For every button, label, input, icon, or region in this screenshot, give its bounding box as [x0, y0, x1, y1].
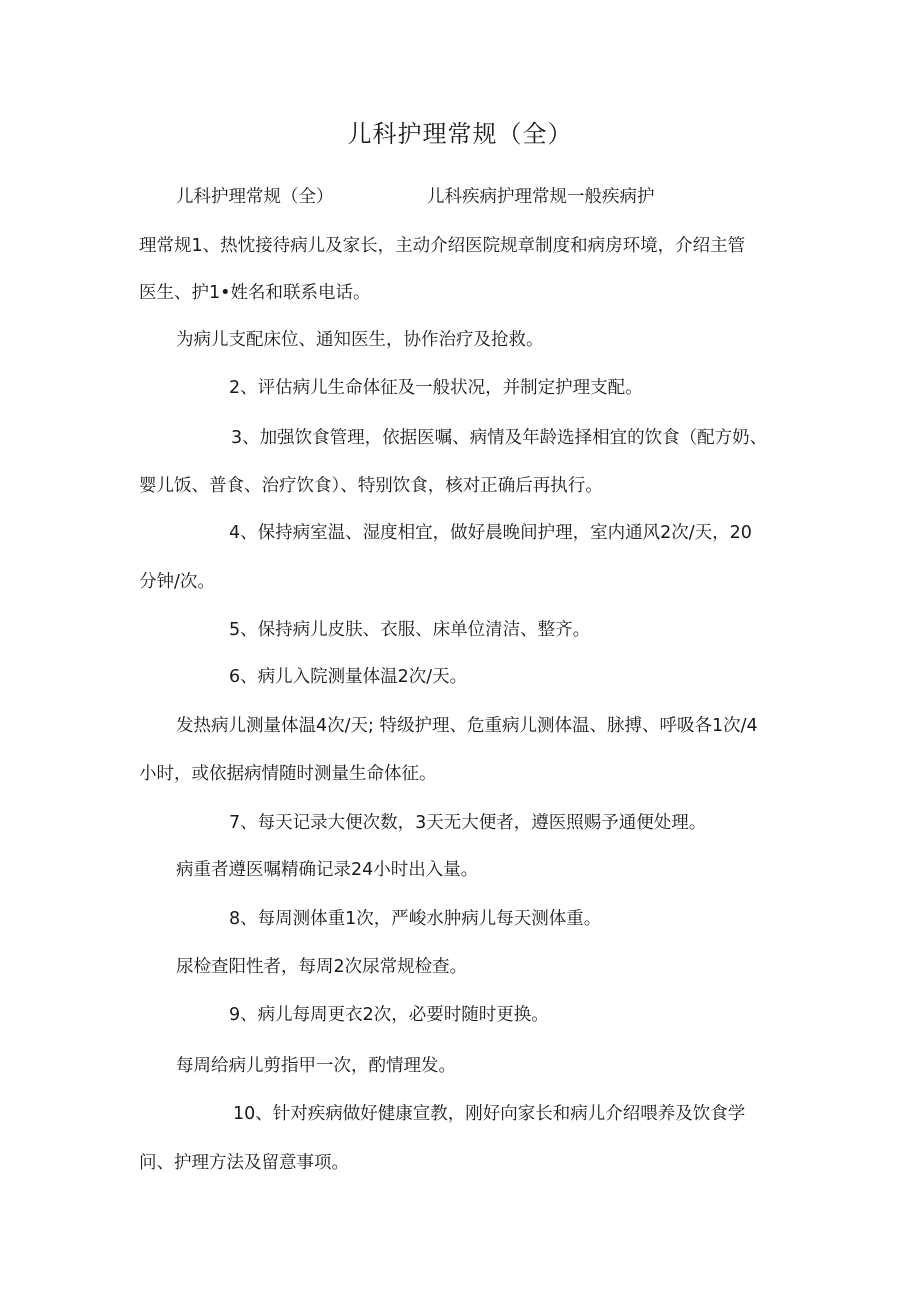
- document-title: 儿科护理常规（全）: [347, 120, 573, 148]
- paragraph-line: 9、病儿每周更衣2次，必要时随时更换。: [229, 1005, 549, 1025]
- paragraph-line: 7、每天记录大便次数，3天无大便者，遵医照赐予通便处理。: [229, 813, 707, 833]
- paragraph-line: 病重者遵医嘱精确记录24小时出入量。: [176, 860, 479, 880]
- paragraph-line: 5、保持病儿皮肤、衣服、床单位清洁、整齐。: [229, 620, 591, 640]
- paragraph-line: 小时，或依据病情随时测量生命体征。: [139, 764, 437, 784]
- paragraph-line: 医生、护1•姓名和联系电话。: [139, 283, 371, 303]
- paragraph-line: 4、保持病室温、湿度相宜，做好晨晚间护理，室内通风2次/天，20: [229, 523, 752, 543]
- intro-right-text: 儿科疾病护理常规一般疾病护: [427, 187, 655, 207]
- intro-left-text: 儿科护理常规（全）: [176, 187, 334, 207]
- paragraph-line: 为病儿支配床位、通知医生，协作治疗及抢救。: [176, 330, 544, 350]
- paragraph-line: 3、加强饮食管理，依据医嘱、病情及年龄选择相宜的饮食（配方奶、: [231, 428, 768, 448]
- paragraph-line: 10、针对疾病做好健康宣教，刚好向家长和病儿介绍喂养及饮食学: [233, 1104, 746, 1124]
- paragraph-line: 2、评估病儿生命体征及一般状况，并制定护理支配。: [229, 378, 643, 398]
- paragraph-line: 每周给病儿剪指甲一次，酌情理发。: [176, 1056, 456, 1076]
- paragraph-line: 发热病儿测量体温4次/天; 特级护理、危重病儿测体温、脉搏、呼吸各1次/4: [176, 716, 758, 736]
- paragraph-line: 分钟/次。: [139, 572, 215, 592]
- paragraph-line: 尿检查阳性者，每周2次尿常规检查。: [176, 957, 468, 977]
- paragraph-line: 6、病儿入院测量体温2次/天。: [229, 667, 468, 687]
- paragraph-line: 理常规1、热忱接待病儿及家长，主动介绍医院规章制度和病房环境，介绍主管: [139, 236, 746, 256]
- paragraph-line: 婴儿饭、普食、治疗饮食）、特别饮食，核对正确后再执行。: [139, 476, 603, 496]
- paragraph-line: 8、每周测体重1次，严峻水肿病儿每天测体重。: [229, 909, 602, 929]
- paragraph-line: 问、护理方法及留意事项。: [139, 1153, 349, 1173]
